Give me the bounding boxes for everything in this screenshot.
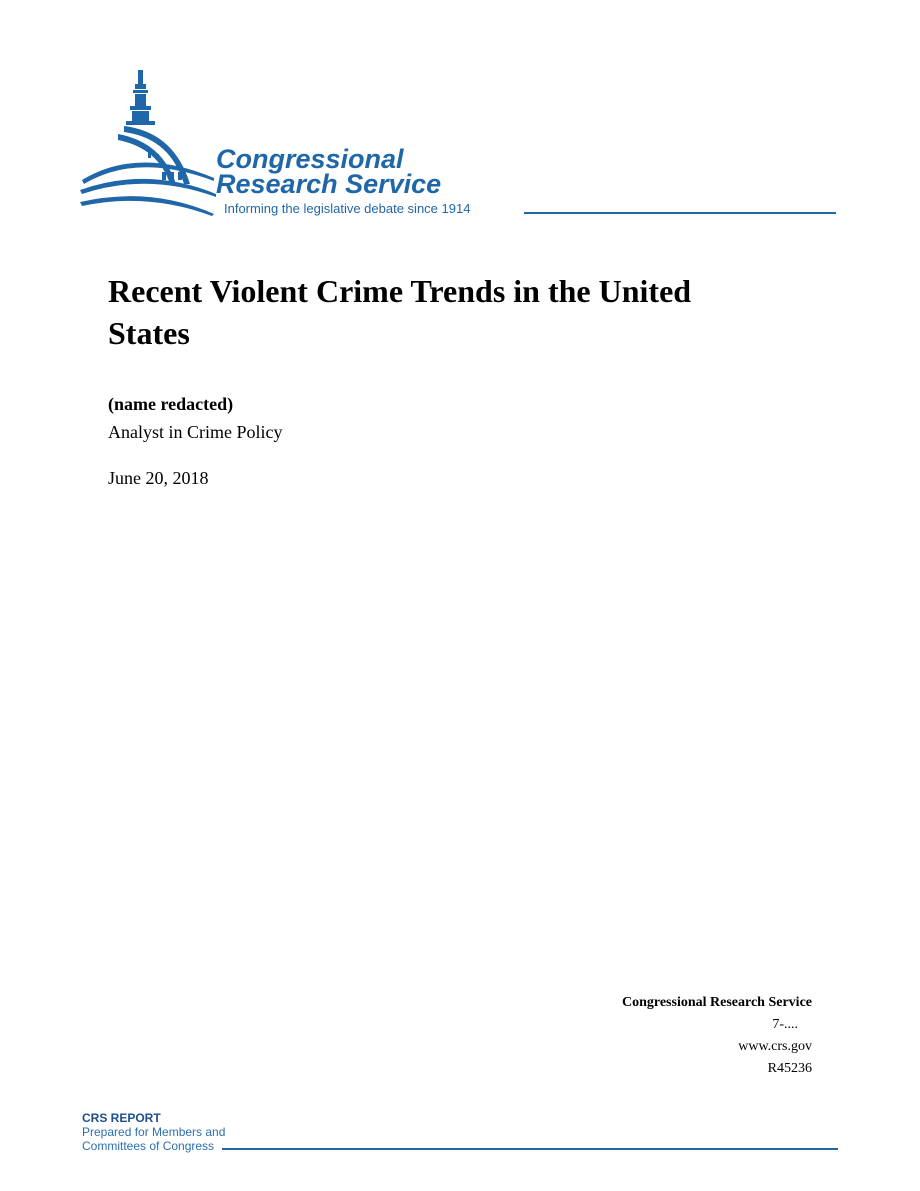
logo-wordmark-line2: Research Service: [216, 169, 442, 199]
logo-tagline: Informing the legislative debate since 1914: [224, 201, 471, 216]
document-title: Recent Violent Crime Trends in the United States: [108, 273, 692, 351]
footer-line2: Committees of Congress: [82, 1139, 215, 1153]
footer-line1: Prepared for Members and: [82, 1125, 226, 1139]
contact-organization: Congressional Research Service: [621, 995, 812, 1010]
footer-rule: [222, 1148, 838, 1150]
crs-logo: [78, 62, 838, 222]
contact-website[interactable]: www.crs.gov: [738, 1039, 812, 1054]
contact-phone: 7-....: [772, 1017, 798, 1032]
capitol-dome-icon: [78, 62, 218, 222]
footer-label: CRS REPORT: [82, 1111, 161, 1125]
crs-report-footer: [82, 1111, 838, 1155]
contact-block: [622, 992, 812, 1080]
publication-date: June 20, 2018: [108, 468, 209, 488]
logo-wordmark-line1: Congressional: [216, 144, 404, 174]
logo-rule: [524, 212, 836, 214]
author-role: Analyst in Crime Policy: [108, 422, 283, 442]
report-number: R45236: [767, 1061, 812, 1076]
author-name: (name redacted): [108, 394, 234, 414]
